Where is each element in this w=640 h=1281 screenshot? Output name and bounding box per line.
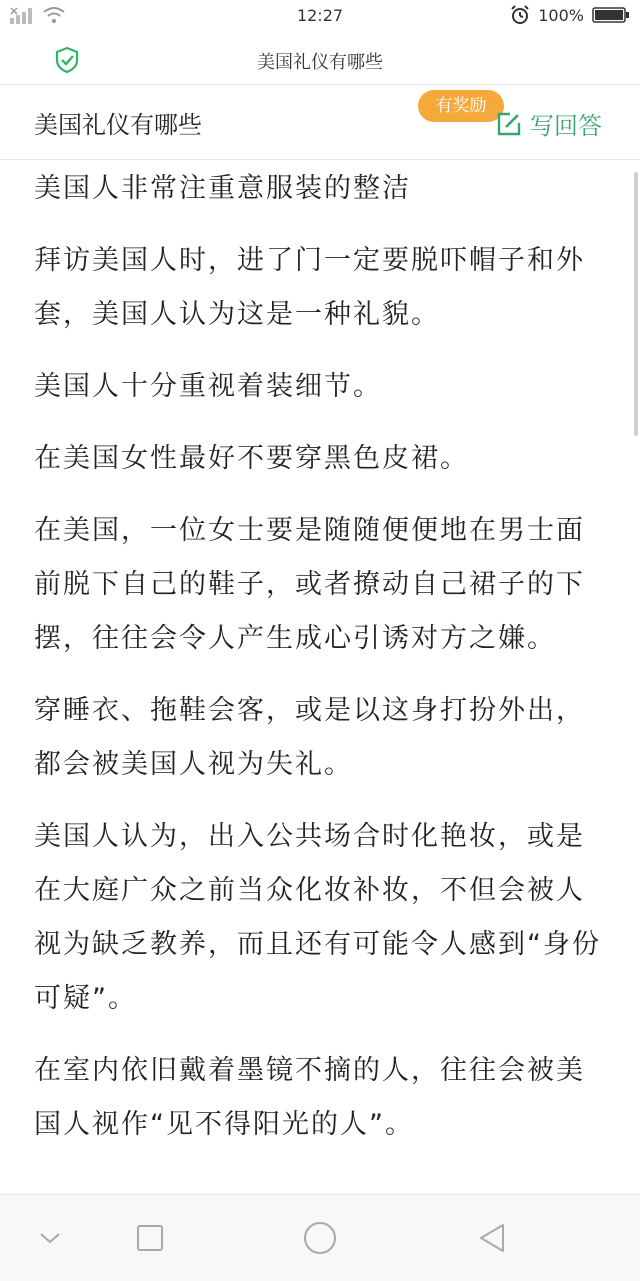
chevron-down-icon — [39, 1231, 61, 1245]
paragraph: 在室内依旧戴着墨镜不摘的人，往往会被美国人视作“见不得阳光的人”。 — [34, 1055, 585, 1140]
paragraph: 在美国，一位女士要是随随便便地在男士面前脱下自己的鞋子，或者撩动自己裙子的下摆，往往会令人产生成心引诱对方之嫌。 — [34, 515, 585, 654]
answer-content — [34, 162, 610, 1192]
back-triangle-icon — [477, 1222, 507, 1254]
title-bar — [0, 34, 640, 85]
paragraph: 在美国女性最好不要穿黑色皮裙。 — [34, 443, 469, 474]
status-bar — [0, 0, 640, 34]
scrollbar[interactable] — [634, 172, 638, 436]
paragraph: 美国人非常注重意服装的整洁 — [34, 173, 411, 204]
status-icons-right — [510, 5, 630, 25]
paragraph: 美国人认为，出入公共场合时化艳妆，或是在大庭广众之前当众化妆补妆，不但会被人视为缺乏教养，而且还有可能令人感到“身份可疑”。 — [34, 821, 601, 1014]
paragraph: 拜访美国人时，进了门一定要脱吓帽子和外套，美国人认为这是一种礼貌。 — [34, 245, 585, 330]
reward-badge: 有奖励 — [418, 90, 504, 122]
paragraph: 美国人十分重视着装细节。 — [34, 371, 382, 402]
battery-percent: 100% — [538, 5, 584, 25]
write-answer-button[interactable] — [496, 106, 602, 141]
page-title: 美国礼仪有哪些 — [257, 52, 383, 73]
nav-back-button[interactable] — [442, 1195, 542, 1281]
status-time: 12:27 — [296, 6, 344, 25]
alarm-icon — [510, 5, 530, 25]
navigation-bar — [0, 1194, 640, 1281]
question-title: 美国礼仪有哪些 — [34, 111, 202, 139]
nav-home-button[interactable] — [270, 1195, 370, 1281]
paragraph: 穿睡衣、拖鞋会客，或是以这身打扮外出，都会被美国人视为失礼。 — [34, 695, 585, 780]
circle-icon — [303, 1221, 337, 1255]
square-icon — [136, 1224, 164, 1252]
write-answer-label: 写回答 — [530, 112, 602, 140]
nav-collapse-button[interactable] — [0, 1195, 100, 1281]
nav-recent-button[interactable] — [100, 1195, 200, 1281]
battery-icon — [592, 6, 630, 24]
edit-icon — [496, 111, 522, 137]
